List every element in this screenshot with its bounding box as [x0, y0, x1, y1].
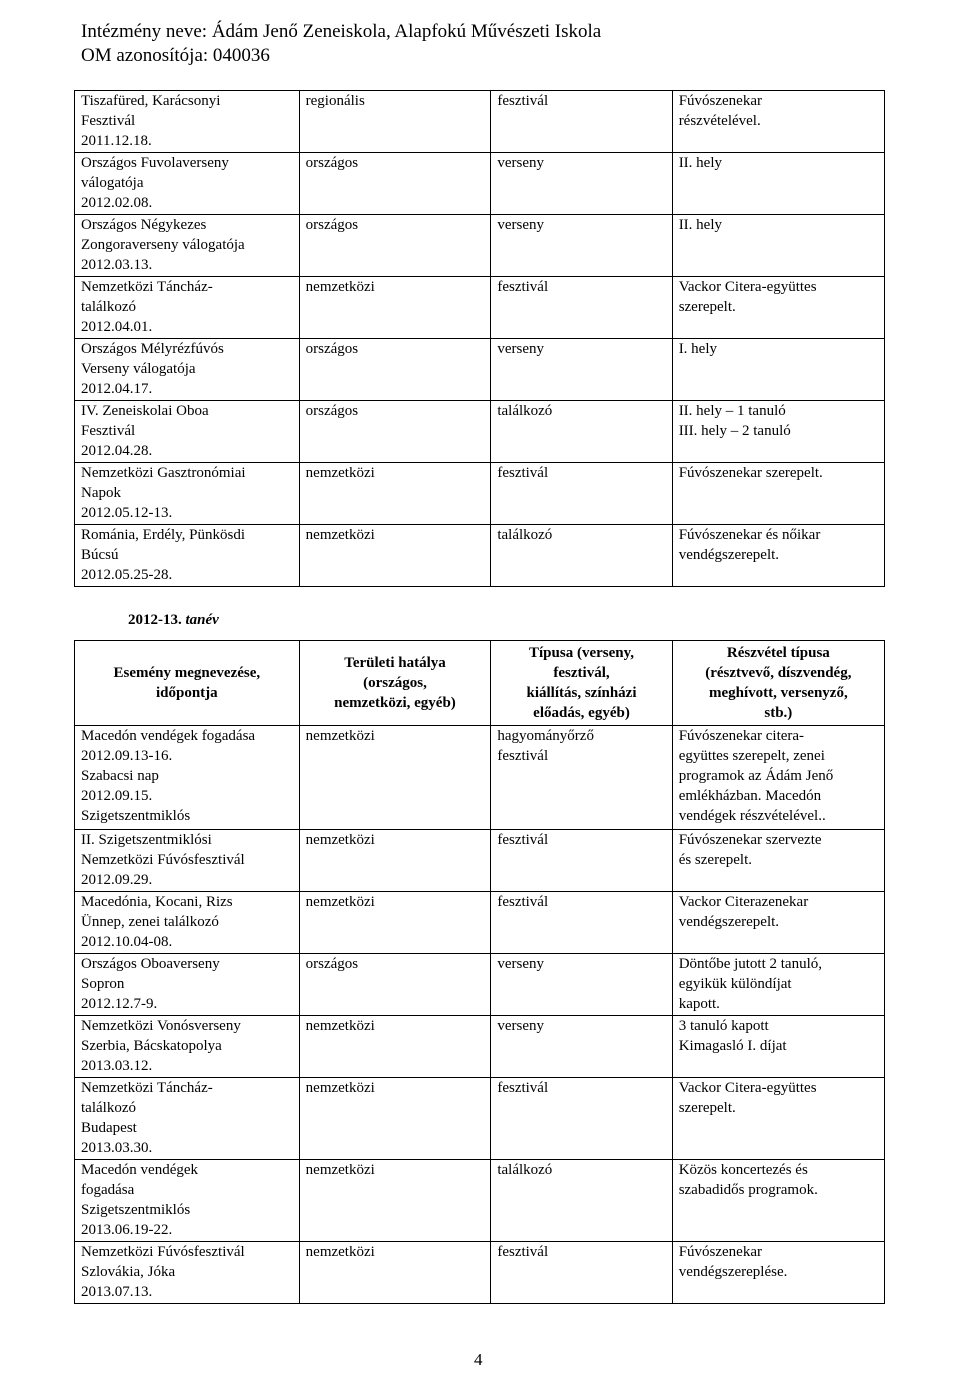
event-text: Országos Oboaverseny Sopron 2012.12.7-9.	[81, 956, 220, 1012]
cell-event	[75, 153, 300, 215]
table-row	[75, 525, 885, 587]
cell-scope	[299, 830, 491, 892]
result-text: Vackor Citera-együttes szerepelt.	[678, 1080, 817, 1116]
cell-event	[75, 525, 300, 587]
cell-scope	[299, 1160, 491, 1242]
school-year-label	[128, 612, 219, 629]
result-text: Fúvószenekar szerepelt.	[678, 465, 823, 481]
event-text: Tiszafüred, Karácsonyi Fesztivál 2011.12.18.	[81, 93, 221, 149]
type-text: fesztivál	[497, 1080, 549, 1096]
result-text: Fúvószenekar vendégszereplése.	[678, 1244, 788, 1280]
type-text: találkozó	[497, 1162, 553, 1178]
scope-text: nemzetközi	[305, 1080, 375, 1096]
scope-text: nemzetközi	[305, 1162, 375, 1178]
cell-result	[672, 1078, 884, 1160]
scope-text: nemzetközi	[305, 279, 375, 295]
table-row	[75, 1242, 885, 1304]
result-text: Vackor Citera-együttes szerepelt.	[678, 279, 817, 315]
event-text: IV. Zeneiskolai Oboa Fesztivál 2012.04.28.	[81, 403, 209, 459]
table-row	[75, 1016, 885, 1078]
table-header-row	[75, 641, 885, 726]
cell-scope	[299, 463, 491, 525]
cell-type	[491, 726, 672, 830]
school-year: 2012-13.	[128, 612, 182, 628]
events-table-body	[75, 91, 885, 587]
cell-scope	[299, 401, 491, 463]
event-text: Nemzetközi Fúvósfesztivál Szlovákia, Jóka 2013.07.13.	[81, 1244, 245, 1300]
cell-scope	[299, 339, 491, 401]
cell-result	[672, 726, 884, 830]
event-text: Macedón vendégek fogadása Szigetszentmiklós 2013.06.19-22.	[81, 1162, 199, 1238]
cell-event	[75, 91, 300, 153]
table-row	[75, 339, 885, 401]
cell-result	[672, 830, 884, 892]
cell-event	[75, 463, 300, 525]
result-text: Fúvószenekar részvételével.	[678, 93, 762, 129]
table-row	[75, 1078, 885, 1160]
scope-text: nemzetközi	[305, 465, 375, 481]
cell-event	[75, 401, 300, 463]
cell-event	[75, 892, 300, 954]
cell-scope	[299, 215, 491, 277]
table-row	[75, 892, 885, 954]
cell-result	[672, 525, 884, 587]
cell-event	[75, 339, 300, 401]
type-text: fesztivál	[497, 93, 549, 109]
table-row	[75, 277, 885, 339]
type-text: fesztivál	[497, 894, 549, 910]
cell-type	[491, 277, 672, 339]
cell-type	[491, 1160, 672, 1242]
result-text: Vackor Citerazenekar vendégszerepelt.	[678, 894, 809, 930]
cell-event	[75, 1016, 300, 1078]
result-text: Döntőbe jutott 2 tanuló, egyikük különdíjat kapott.	[678, 956, 823, 1012]
type-text: találkozó	[497, 527, 553, 543]
school-year-word: tanév	[181, 612, 219, 628]
cell-event	[75, 215, 300, 277]
cell-type	[491, 1078, 672, 1160]
event-text: Nemzetközi Táncház- találkozó Budapest 2013.03.30.	[81, 1080, 213, 1156]
cell-result	[672, 463, 884, 525]
cell-result	[672, 215, 884, 277]
scope-text: országos	[305, 217, 359, 233]
event-text: Macedón vendégek fogadása 2012.09.13-16. Szabacsi nap 2012.09.15. Szigetszentmiklós	[81, 728, 256, 824]
scope-text: országos	[305, 341, 359, 357]
cell-scope	[299, 726, 491, 830]
cell-type	[491, 1242, 672, 1304]
cell-type	[491, 892, 672, 954]
scope-text: nemzetközi	[305, 832, 375, 848]
cell-result	[672, 1242, 884, 1304]
cell-type	[491, 1016, 672, 1078]
event-text: Nemzetközi Gasztronómiai Napok 2012.05.12-13.	[81, 465, 246, 521]
cell-type	[491, 954, 672, 1016]
type-text: fesztivál	[497, 465, 549, 481]
cell-type	[491, 91, 672, 153]
result-text: Fúvószenekar és nőikar vendégszerepelt.	[678, 527, 821, 563]
event-text: II. Szigetszentmiklósi Nemzetközi Fúvósfesztivál 2012.09.29.	[81, 832, 245, 888]
result-text: II. hely	[678, 155, 723, 171]
cell-result	[672, 1016, 884, 1078]
header-type: Típusa (verseny, fesztivál, kiállítás, színházi előadás, egyéb)	[491, 641, 672, 726]
cell-result	[672, 153, 884, 215]
type-text: verseny	[497, 956, 544, 972]
cell-type	[491, 463, 672, 525]
page-number: 4	[474, 1350, 483, 1369]
table-row	[75, 401, 885, 463]
cell-scope	[299, 1242, 491, 1304]
table-row	[75, 215, 885, 277]
cell-scope	[299, 525, 491, 587]
institution-name: Intézmény neve: Ádám Jenő Zeneiskola, Alapfokú Művészeti Iskola	[81, 21, 602, 42]
cell-scope	[299, 91, 491, 153]
cell-result	[672, 1160, 884, 1242]
type-text: verseny	[497, 155, 544, 171]
cell-scope	[299, 1016, 491, 1078]
cell-type	[491, 339, 672, 401]
table-row	[75, 1160, 885, 1242]
type-text: verseny	[497, 341, 544, 357]
table-row	[75, 726, 885, 830]
scope-text: regionális	[305, 93, 365, 109]
cell-type	[491, 525, 672, 587]
table-row	[75, 463, 885, 525]
cell-scope	[299, 892, 491, 954]
cell-event	[75, 830, 300, 892]
scope-text: nemzetközi	[305, 527, 375, 543]
cell-type	[491, 830, 672, 892]
cell-result	[672, 954, 884, 1016]
type-text: hagyományőrző fesztivál	[497, 728, 594, 764]
table-row	[75, 954, 885, 1016]
cell-event	[75, 277, 300, 339]
cell-type	[491, 401, 672, 463]
cell-result	[672, 91, 884, 153]
cell-event	[75, 726, 300, 830]
event-text: Nemzetközi Táncház- találkozó 2012.04.01.	[81, 279, 213, 335]
event-text: Románia, Erdély, Pünkösdi Búcsú 2012.05.25-28.	[81, 527, 246, 583]
scope-text: nemzetközi	[305, 1244, 375, 1260]
document-header	[81, 20, 601, 68]
cell-scope	[299, 1078, 491, 1160]
result-text: II. hely – 1 tanuló III. hely – 2 tanuló	[678, 403, 791, 439]
type-text: találkozó	[497, 403, 553, 419]
cell-scope	[299, 954, 491, 1016]
cell-scope	[299, 153, 491, 215]
event-text: Országos Fuvolaverseny válogatója 2012.02.08.	[81, 155, 229, 211]
scope-text: nemzetközi	[305, 728, 375, 744]
cell-result	[672, 892, 884, 954]
result-text: Közös koncertezés és szabadidős programok.	[678, 1162, 818, 1198]
header-result: Részvétel típusa (résztvevő, díszvendég, meghívott, versenyző, stb.)	[672, 641, 884, 726]
result-text: II. hely	[678, 217, 723, 233]
result-text: Fúvószenekar citera- együttes szerepelt, zenei programok az Ádám Jenő emlékházban. Macedón vendégek részvételével..	[678, 728, 834, 824]
type-text: fesztivál	[497, 279, 549, 295]
cell-type	[491, 153, 672, 215]
type-text: verseny	[497, 1018, 544, 1034]
header-scope: Területi hatálya (országos, nemzetközi, egyéb)	[299, 641, 491, 726]
scope-text: országos	[305, 403, 359, 419]
result-text: I. hely	[678, 341, 718, 357]
event-text: Nemzetközi Vonósverseny Szerbia, Bácskatopolya 2013.03.12.	[81, 1018, 241, 1074]
events-table-2011-12	[74, 90, 885, 587]
om-identifier: OM azonosítója: 040036	[81, 45, 270, 66]
result-text: Fúvószenekar szervezte és szerepelt.	[678, 832, 822, 868]
scope-text: nemzetközi	[305, 1018, 375, 1034]
cell-event	[75, 954, 300, 1016]
cell-event	[75, 1078, 300, 1160]
event-text: Országos Mélyrézfúvós Verseny válogatója 2012.04.17.	[81, 341, 224, 397]
cell-result	[672, 401, 884, 463]
scope-text: nemzetközi	[305, 894, 375, 910]
event-text: Macedónia, Kocani, Rizs Ünnep, zenei találkozó 2012.10.04-08.	[81, 894, 233, 950]
type-text: fesztivál	[497, 1244, 549, 1260]
scope-text: országos	[305, 956, 359, 972]
result-text: 3 tanuló kapott Kimagasló I. díjat	[678, 1018, 787, 1054]
cell-result	[672, 339, 884, 401]
cell-scope	[299, 277, 491, 339]
table-row	[75, 830, 885, 892]
events-table-2012-13	[74, 640, 885, 1304]
type-text: fesztivál	[497, 832, 549, 848]
table-row	[75, 153, 885, 215]
cell-result	[672, 277, 884, 339]
header-event: Esemény megnevezése, időpontja	[75, 641, 300, 726]
event-text: Országos Négykezes Zongoraverseny válogatója 2012.03.13.	[81, 217, 245, 273]
scope-text: országos	[305, 155, 359, 171]
cell-event	[75, 1160, 300, 1242]
table-row	[75, 91, 885, 153]
cell-type	[491, 215, 672, 277]
cell-event	[75, 1242, 300, 1304]
type-text: verseny	[497, 217, 544, 233]
events-table-body	[75, 726, 885, 1304]
